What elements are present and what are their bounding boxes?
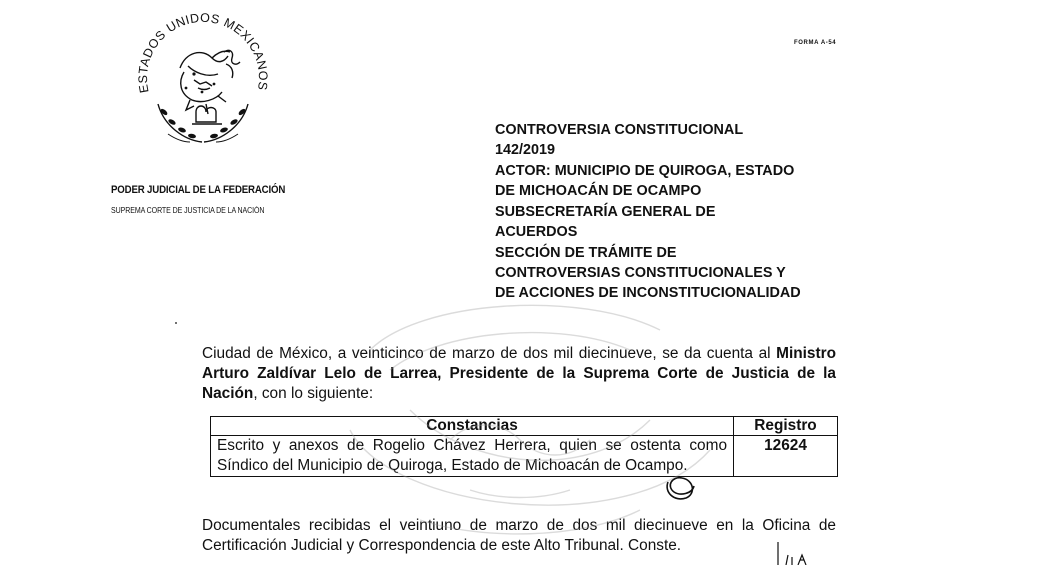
coat-of-arms-seal: [128, 8, 278, 158]
case-header: [495, 120, 833, 304]
intro-text-end: , con lo siguiente:: [253, 385, 374, 402]
institution-subname: SUPREMA CORTE DE JUSTICIA DE LA NACIÓN: [111, 206, 265, 215]
intro-text-start: Ciudad de México, a veinticinco de marzo de dos mil diecinueve, se da cuenta al: [202, 345, 777, 362]
intro-paragraph: [202, 344, 836, 404]
constancias-header: Constancias: [211, 417, 734, 436]
subsecretaria-line-1: SUBSECRETARÍA GENERAL DE: [495, 204, 716, 220]
case-type: CONTROVERSIA CONSTITUCIONAL: [495, 122, 744, 138]
institution-name: PODER JUDICIAL DE LA FEDERACIÓN: [111, 184, 286, 196]
constancia-description: Escrito y anexos de Rogelio Chávez Herrera, quien se ostenta como Síndico del Municipio de Quiroga, Estado de Michoacán de Ocampo.: [211, 436, 734, 477]
actor-line-1: ACTOR: MUNICIPIO DE QUIROGA, ESTADO: [495, 163, 795, 179]
stray-mark: [175, 322, 177, 324]
registro-header: Registro: [734, 417, 838, 436]
seal-arc-text: ESTADOS UNIDOS MEXICANOS: [135, 10, 271, 94]
intro-addressee: Ministro Arturo Zaldívar Lelo de Larrea, Presidente de la Suprema Corte de Justicia de la Nación: [202, 345, 836, 402]
subsecretaria-line-2: ACUERDOS: [495, 224, 578, 240]
form-code: FORMA A-54: [794, 40, 837, 46]
mexican-coat-of-arms-icon: [128, 8, 278, 158]
actor-line-2: DE MICHOACÁN DE OCAMPO: [495, 183, 702, 199]
section-line-3: DE ACCIONES DE INCONSTITUCIONALIDAD: [495, 285, 801, 301]
closing-paragraph: Documentales recibidas el veintiuno de marzo de dos mil diecinueve en la Oficina de Certificación Judicial y Correspondencia de este Alto Tribunal. Conste.: [202, 517, 836, 554]
registro-number: 12624: [734, 436, 838, 477]
section-line-2: CONTROVERSIAS CONSTITUCIONALES Y: [495, 265, 786, 281]
case-number: 142/2019: [495, 142, 556, 158]
table-row: [211, 436, 838, 477]
constancias-table: [210, 416, 838, 477]
section-line-1: SECCIÓN DE TRÁMITE DE: [495, 245, 677, 261]
